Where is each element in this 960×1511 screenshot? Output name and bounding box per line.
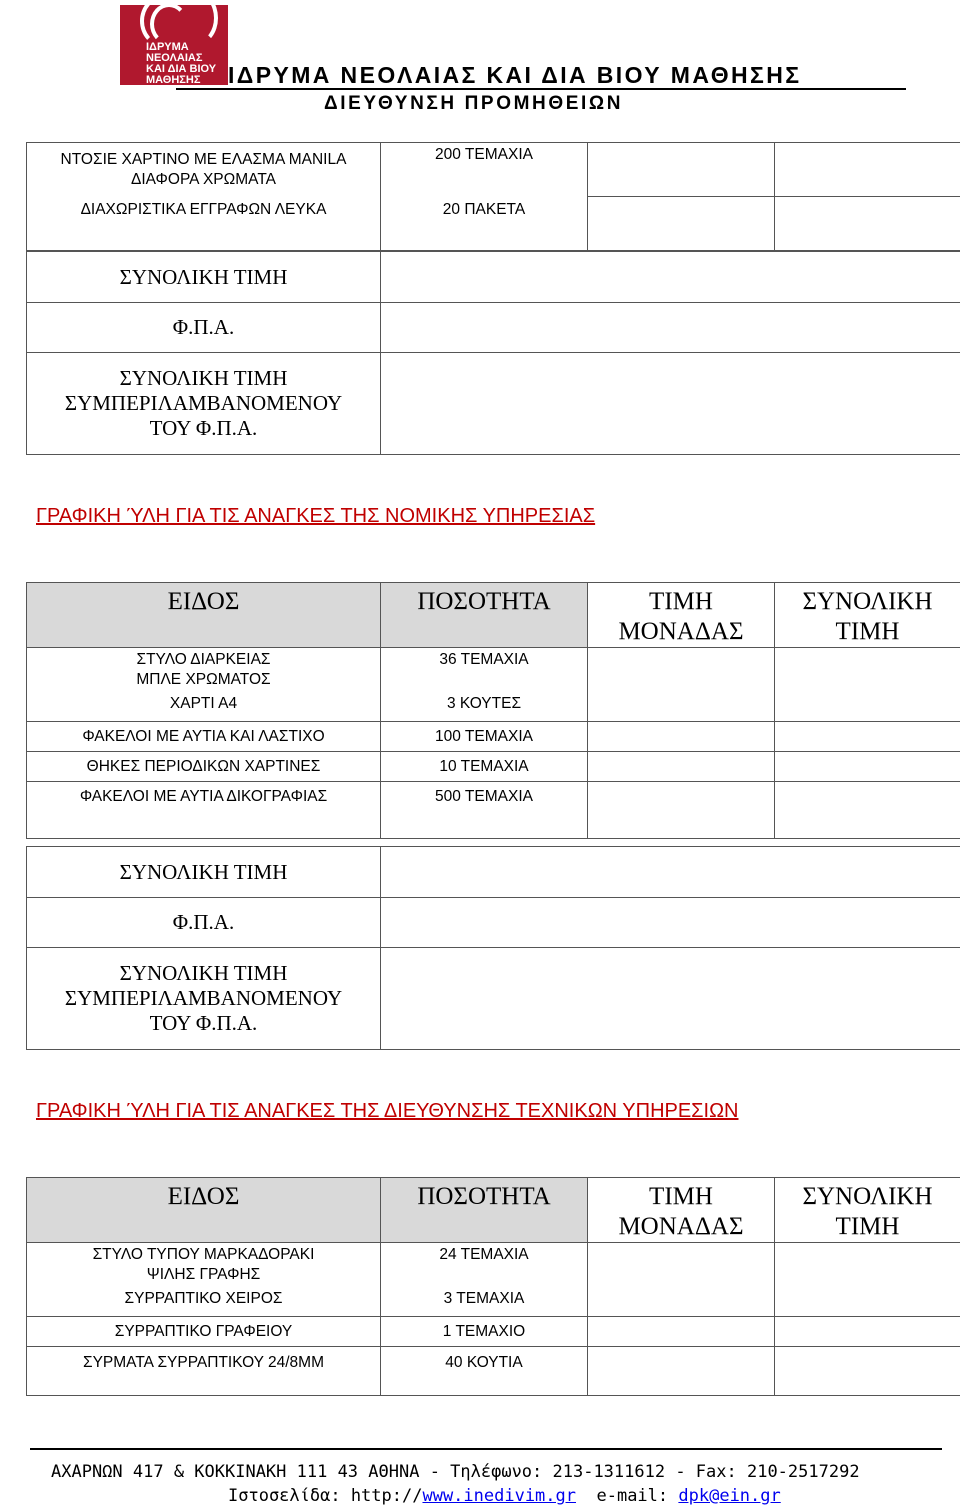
unit-price-cell [588, 722, 775, 752]
footer-web [228, 1486, 781, 1506]
email-link[interactable]: dpk@ein.gr [678, 1486, 781, 1506]
unit-price-cell [588, 752, 775, 782]
unit-price-cell [588, 1317, 775, 1347]
footer-contact: ΑΧΑΡΝΩΝ 417 & ΚΟΚΚΙΝΑΚΗ 111 43 ΑΘΗΝΑ - Τηλέφωνο: 213-1311612 - Fax: 210-2517292 [51, 1462, 860, 1482]
footer-divider [30, 1448, 942, 1450]
logo-line: ΙΔΡΥΜΑ [146, 41, 189, 53]
total-value [381, 252, 960, 303]
org-title: ΙΔΡΥΜΑ ΝΕΟΛΑΙΑΣ ΚΑΙ ΔΙΑ ΒΙΟΥ ΜΑΘΗΣΗΣ [228, 62, 802, 88]
vat-value [381, 898, 960, 948]
column-header: ΣΥΝΟΛΙΚΗ ΤΙΜΗ [775, 583, 960, 648]
qty-cell: 40 ΚΟΥΤΙΑ [381, 1347, 588, 1396]
unit-price-cell [588, 1347, 775, 1396]
total-price-cell [775, 648, 960, 694]
unit-price-cell [588, 648, 775, 694]
unit-price-cell [588, 143, 775, 197]
total-price-cell [775, 722, 960, 752]
qty-cell: 3 ΚΟΥΤΕΣ [381, 694, 588, 722]
column-header: ΕΙΔΟΣ [27, 1178, 381, 1243]
logo-line: ΜΑΘΗΣΗΣ [146, 74, 201, 85]
item-cell: ΘΗΚΕΣ ΠΕΡΙΟΔΙΚΩΝ ΧΑΡΤΙΝΕΣ [27, 752, 381, 782]
unit-price-cell [588, 197, 775, 251]
totals-table-2 [26, 846, 960, 1050]
total-label: ΣΥΝΟΛΙΚΗ ΤΙΜΗ [27, 252, 381, 303]
website-link[interactable]: www.inedivim.gr [422, 1486, 576, 1506]
item-cell: ΣΥΡΜΑΤΑ ΣΥΡΡΑΠΤΙΚΟΥ 24/8ΜΜ [27, 1347, 381, 1396]
items-table-3 [26, 1177, 960, 1396]
item-cell: ΣΤΥΛΟ ΤΥΠΟΥ ΜΑΡΚΑΔΟΡΑΚΙ ΨΙΛΗΣ ΓΡΑΦΗΣ [27, 1243, 381, 1289]
column-header: ΤΙΜΗ ΜΟΝΑΔΑΣ [588, 583, 775, 648]
total-price-cell [775, 197, 960, 251]
column-header: ΠΟΣΟΤΗΤΑ [381, 583, 588, 648]
logo-line: ΚΑΙ ΔΙΑ ΒΙΟΥ [146, 63, 217, 75]
total-price-cell [775, 1317, 960, 1347]
total-value [381, 847, 960, 898]
vat-label: Φ.Π.Α. [27, 898, 381, 948]
unit-price-cell [588, 694, 775, 722]
total-price-cell [775, 694, 960, 722]
total-price-cell [775, 1289, 960, 1317]
email-label: e-mail: [596, 1486, 669, 1506]
qty-cell: 20 ΠΑΚΕΤΑ [381, 197, 588, 251]
qty-cell: 100 ΤΕΜΑΧΙΑ [381, 722, 588, 752]
total-incl-vat-label: ΣΥΝΟΛΙΚΗ ΤΙΜΗ ΣΥΜΠΕΡΙΛΑΜΒΑΝΟΜΕΝΟΥ ΤΟΥ Φ.Π.Α. [27, 948, 381, 1050]
item-cell: ΣΤΥΛΟ ΔΙΑΡΚΕΙΑΣ ΜΠΛΕ ΧΡΩΜΑΤΟΣ [27, 648, 381, 694]
total-price-cell [775, 782, 960, 839]
section-title: ΓΡΑΦΙΚΗ ΎΛΗ ΓΙΑ ΤΙΣ ΑΝΑΓΚΕΣ ΤΗΣ ΝΟΜΙΚΗΣ ΥΠΗΡΕΣΙΑΣ [36, 505, 596, 527]
item-cell: ΝΤΟΣΙΕ ΧΑΡΤΙΝΟ ΜΕ ΕΛΑΣΜΑ MANILA ΔΙΑΦΟΡΑ ΧΡΩΜΑΤΑ [27, 143, 381, 197]
org-subtitle: ΔΙΕΥΘΥΝΣΗ ΠΡΟΜΗΘΕΙΩΝ [324, 93, 624, 114]
qty-cell: 500 ΤΕΜΑΧΙΑ [381, 782, 588, 839]
qty-cell: 3 ΤΕΜΑΧΙΑ [381, 1289, 588, 1317]
total-incl-vat-value [381, 948, 960, 1050]
qty-cell: 1 ΤΕΜΑΧΙΟ [381, 1317, 588, 1347]
qty-cell: 36 ΤΕΜΑΧΙΑ [381, 648, 588, 694]
website-label: Ιστοσελίδα: http:// [228, 1486, 423, 1506]
section-title: ΓΡΑΦΙΚΗ ΎΛΗ ΓΙΑ ΤΙΣ ΑΝΑΓΚΕΣ ΤΗΣ ΔΙΕΥΘΥΝΣΗΣ ΤΕΧΝΙΚΩΝ ΥΠΗΡΕΣΙΩΝ [36, 1100, 739, 1122]
items-table-2 [26, 582, 960, 839]
total-price-cell [775, 143, 960, 197]
item-cell: ΔΙΑΧΩΡΙΣΤΙΚΑ ΕΓΓΡΑΦΩΝ ΛΕΥΚΑ [27, 197, 381, 251]
items-table-1 [26, 142, 960, 251]
item-cell: ΦΑΚΕΛΟΙ ΜΕ ΑΥΤΙΑ ΔΙΚΟΓΡΑΦΙΑΣ [27, 782, 381, 839]
item-cell: ΦΑΚΕΛΟΙ ΜΕ ΑΥΤΙΑ ΚΑΙ ΛΑΣΤΙΧΟ [27, 722, 381, 752]
qty-cell: 24 ΤΕΜΑΧΙΑ [381, 1243, 588, 1289]
logo [120, 5, 228, 85]
vat-label: Φ.Π.Α. [27, 303, 381, 353]
header-divider [176, 88, 906, 90]
column-header: ΕΙΔΟΣ [27, 583, 381, 648]
logo-line: ΝΕΟΛΑΙΑΣ [146, 52, 203, 64]
total-price-cell [775, 1347, 960, 1396]
unit-price-cell [588, 1243, 775, 1289]
totals-table-1 [26, 251, 960, 455]
column-header: ΤΙΜΗ ΜΟΝΑΔΑΣ [588, 1178, 775, 1243]
item-cell: ΣΥΡΡΑΠΤΙΚΟ ΧΕΙΡΟΣ [27, 1289, 381, 1317]
unit-price-cell [588, 782, 775, 839]
total-price-cell [775, 1243, 960, 1289]
qty-cell: 10 ΤΕΜΑΧΙΑ [381, 752, 588, 782]
column-header: ΣΥΝΟΛΙΚΗ ΤΙΜΗ [775, 1178, 960, 1243]
vat-value [381, 303, 960, 353]
total-incl-vat-value [381, 353, 960, 455]
item-cell: ΧΑΡΤΙ Α4 [27, 694, 381, 722]
item-cell: ΣΥΡΡΑΠΤΙΚΟ ΓΡΑΦΕΙΟΥ [27, 1317, 381, 1347]
total-incl-vat-label: ΣΥΝΟΛΙΚΗ ΤΙΜΗ ΣΥΜΠΕΡΙΛΑΜΒΑΝΟΜΕΝΟΥ ΤΟΥ Φ.Π.Α. [27, 353, 381, 455]
unit-price-cell [588, 1289, 775, 1317]
total-price-cell [775, 752, 960, 782]
column-header: ΠΟΣΟΤΗΤΑ [381, 1178, 588, 1243]
total-label: ΣΥΝΟΛΙΚΗ ΤΙΜΗ [27, 847, 381, 898]
qty-cell: 200 ΤΕΜΑΧΙΑ [381, 143, 588, 197]
